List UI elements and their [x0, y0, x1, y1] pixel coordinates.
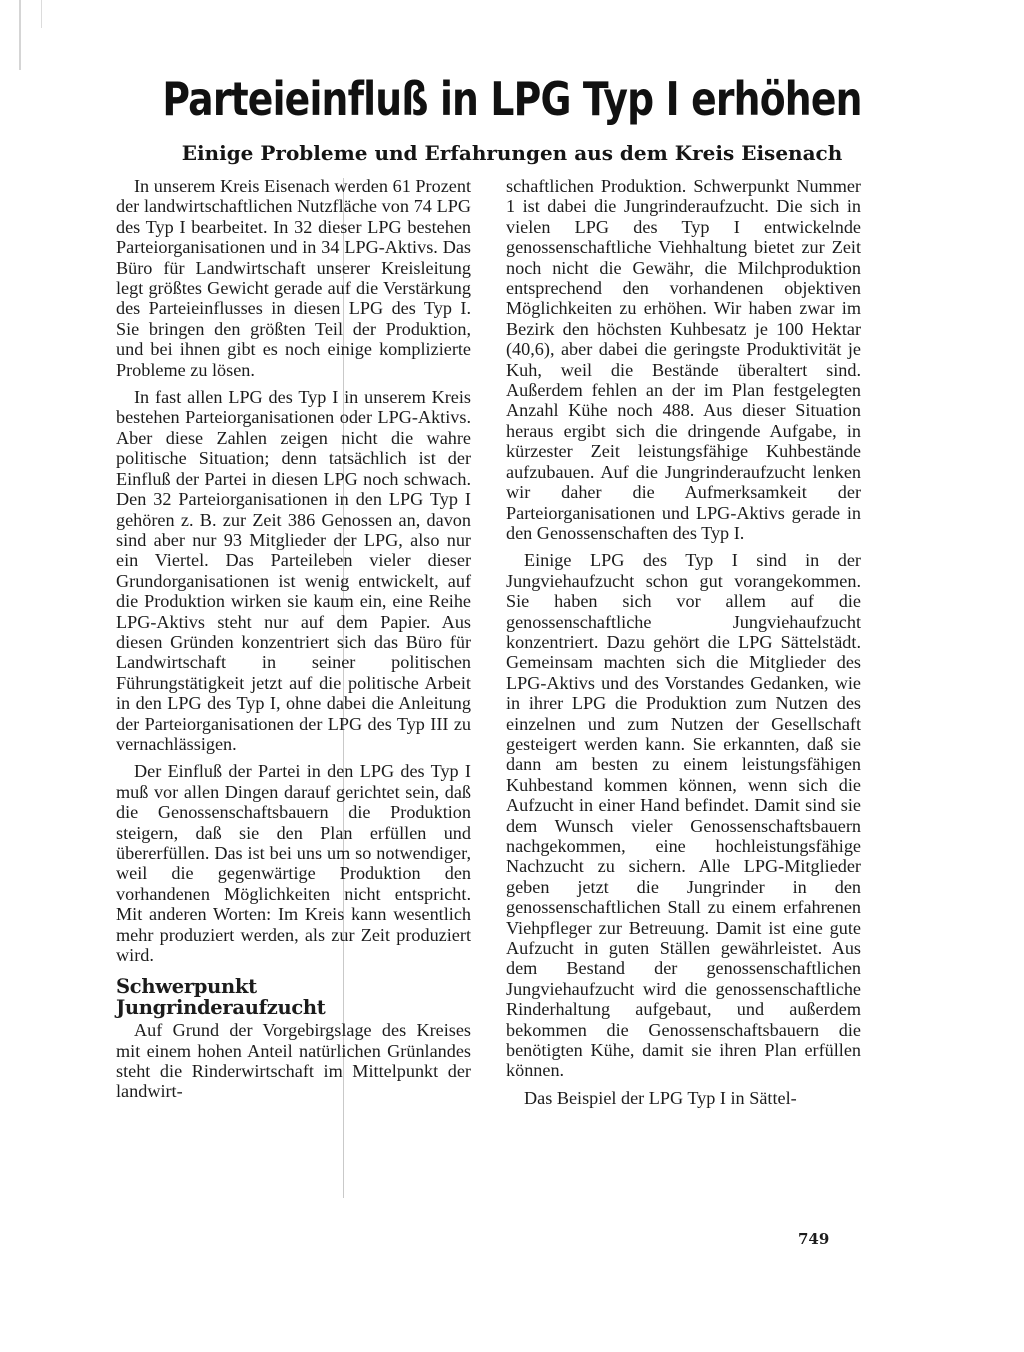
article-subtitle: Einige Probleme und Erfahrungen aus dem Kreis Eisenach [181, 141, 843, 165]
paragraph: Auf Grund der Vorgebirgslage des Kreises mit einem hohen Anteil natürlichen Grünlandes steht die Rinderwirtschaft im Mittelpunkt der landwirt- [116, 1020, 471, 1102]
section-heading: Schwerpunkt Jungrinderaufzucht [116, 975, 326, 1019]
paragraph: schaftlichen Produktion. Schwerpunkt Nummer 1 ist dabei die Jungrinderaufzucht. Die sich in vielen LPG des Typ I entwickelnde genossenschaftliche Viehhaltung bietet zur Zeit noch nicht die Gewähr, die Milchproduktion entsprechend den vorhandenen objektiven Möglichkeiten zu erhöhen. Wir haben zwar im Bezirk den höchsten Kuhbesatz je 100 Hektar (40,6), aber dabei die geringste Produktivität je Kuh, weil die Bestände überaltert sind. Außerdem fehlen an der im Plan festgelegten Anzahl Kühe noch 488. Aus dieser Situation heraus ergibt sich die dringende Aufgabe, in kürzester Zeit leistungsfähige Kuhbestände aufzubauen. Auf die Jungrinderaufzucht lenken wir daher die Aufmerksamkeit der Parteiorganisationen und LPG-Aktivs gerade in den Genossenschaften des Typ I. [506, 176, 861, 543]
paragraph: In unserem Kreis Eisenach werden 61 Prozent der landwirtschaftlichen Nutzfläche von 74 LPG des Typ I bearbeitet. In 32 dieser LPG bestehen Parteiorganisationen und in 34 LPG-Aktivs. Das Büro für Landwirtschaft unserer Kreisleitung legt größtes Gewicht gerade auf die Verstärkung des Parteieinflusses in diesen LPG des Typ I. Sie bringen den größten Teil der Produktion, und bei ihnen gibt es noch einige komplizierte Probleme zu lösen. [116, 176, 471, 380]
paragraph: Einige LPG des Typ I sind in der Jungviehaufzucht schon gut vorangekommen. Sie haben sich vor allem auf die genossenschaftliche Jungviehaufzucht konzentriert. Dazu gehört die LPG Sättelstädt. Gemeinsam machten sich die Mitglieder des LPG-Aktivs und des Vorstandes Gedanken, wie in ihrer LPG die Produktion zum Nutzen des einzelnen und zum Nutzen der Gesellschaft gesteigert werden kann. Sie erkannten, daß sie dann am besten zu einem leistungsfähigen Kuhbestand kommen können, wenn sich die Aufzucht in einer Hand befindet. Damit sind sie dem Wunsch vieler Genossenschaftsbauern nachgekommen, eine hochleistungsfähige Nachzucht zu sichern. Alle LPG-Mitglieder geben jetzt die Jungrinder in den genossenschaftlichen Stall zu einem erfahrenen Viehpfleger zur Betreuung. Damit ist eine gute Aufzucht in guten Ställen gewährleistet. Aus dem Bestand der genossenschaftlichen Jungviehaufzucht wird die genossenschaftliche Rinderhaltung aufgebaut, und außerdem bekommen die Genossenschaftsbauern die benötigten Kühe, damit sie ihren Plan erfüllen können. [506, 550, 861, 1081]
paragraph: Das Beispiel der LPG Typ I in Sättel- [524, 1087, 797, 1108]
article-title: Parteieinfluß in LPG Typ I erhöhen [162, 72, 862, 126]
paragraph: In fast allen LPG des Typ I in unserem Kreis bestehen Parteiorganisationen oder LPG-Aktivs. Aber diese Zahlen zeigen nicht die wahre politische Situation; denn tatsächlich ist der Einfluß der Partei in diesen LPG noch schwach. Den 32 Parteiorganisationen in den LPG Typ I gehören z. B. zur Zeit 386 Genossen an, davon sind aber nur 93 Mitglieder der LPG, also nur ein Viertel. Das Parteileben vieler dieser Grundorganisationen ist wenig entwickelt, auf die Produktion wirken sie kaum ein, eine Reihe LPG-Aktivs steht nur auf dem Papier. Aus diesen Gründen konzentriert sich das Büro für Landwirtschaft in seiner politischen Führungstätigkeit jetzt auf die politische Arbeit in den LPG des Typ I, ohne dabei die Anleitung der Parteiorganisationen der LPG des Typ III zu vernachlässigen. [116, 387, 471, 754]
right-column [506, 176, 861, 1115]
left-column [116, 176, 471, 1109]
scan-mark [41, 0, 42, 28]
scan-mark [19, 0, 21, 70]
page-number: 749 [798, 1230, 830, 1248]
paragraph: Der Einfluß der Partei in den LPG des Typ I muß vor allen Dingen darauf gerichtet sein, daß die Genossenschaftsbauern die Produktion steigern, daß sie den Plan erfüllen und übererfüllen. Das ist bei uns um so notwendiger, weil die gegenwärtige Produktion den vorhandenen Möglichkeiten nicht entspricht. Mit anderen Worten: Im Kreis kann wesentlich mehr produziert werden, als zur Zeit produziert wird. [116, 761, 471, 966]
